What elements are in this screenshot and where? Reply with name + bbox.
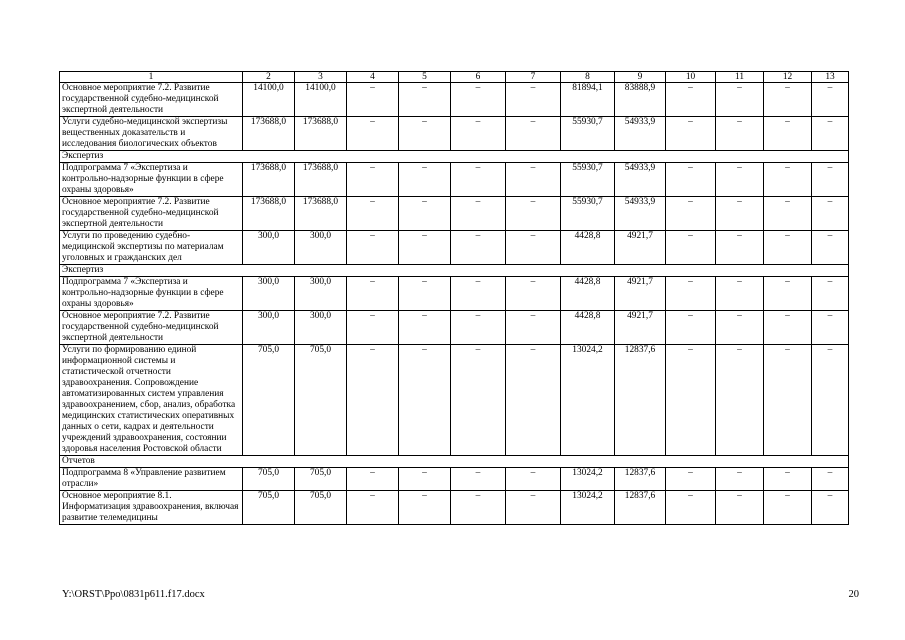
value-cell: 300,0 xyxy=(243,231,295,265)
table-row xyxy=(60,468,849,491)
value-cell: – xyxy=(764,468,812,491)
value-cell: – xyxy=(812,491,849,525)
table-row xyxy=(60,197,849,231)
value-cell: – xyxy=(506,311,561,345)
column-number-cell: 4 xyxy=(347,72,399,83)
value-cell: 13024,2 xyxy=(561,468,615,491)
value-cell: 173688,0 xyxy=(295,163,347,197)
page-number: 20 xyxy=(848,589,859,600)
value-cell: 173688,0 xyxy=(243,163,295,197)
value-cell: 173688,0 xyxy=(243,117,295,151)
value-cell: – xyxy=(399,197,451,231)
value-cell: 300,0 xyxy=(243,311,295,345)
value-cell: 705,0 xyxy=(243,468,295,491)
table-row xyxy=(60,231,849,265)
value-cell: 4921,7 xyxy=(615,277,666,311)
unit-cell: Экспертиз xyxy=(60,265,849,277)
value-cell: – xyxy=(347,277,399,311)
row-description-cell: Подпрограмма 8 «Управление развитием отрасли» xyxy=(60,468,243,491)
value-cell: 705,0 xyxy=(295,491,347,525)
value-cell: – xyxy=(399,345,451,456)
value-cell: – xyxy=(716,345,764,456)
value-cell: 4428,8 xyxy=(561,277,615,311)
value-cell: – xyxy=(716,277,764,311)
value-cell: – xyxy=(812,117,849,151)
value-cell: – xyxy=(764,117,812,151)
table-row xyxy=(60,345,849,456)
row-description-cell: Услуги по проведению судебно-медицинской экспертизы по материалам уголовных и гражданских дел xyxy=(60,231,243,265)
value-cell: 14100,0 xyxy=(243,83,295,117)
value-cell: – xyxy=(716,197,764,231)
row-description-cell: Услуги судебно-медицинской экспертизы вещественных доказательств и исследования биологических объектов xyxy=(60,117,243,151)
value-cell: – xyxy=(666,83,716,117)
value-cell: – xyxy=(666,117,716,151)
value-cell: – xyxy=(716,311,764,345)
column-number-cell: 6 xyxy=(451,72,506,83)
value-cell: – xyxy=(812,311,849,345)
value-cell: 300,0 xyxy=(295,231,347,265)
value-cell: – xyxy=(347,197,399,231)
value-cell: 83888,9 xyxy=(615,83,666,117)
value-cell: 54933,9 xyxy=(615,163,666,197)
value-cell: 4921,7 xyxy=(615,231,666,265)
value-cell: 54933,9 xyxy=(615,197,666,231)
value-cell: – xyxy=(347,311,399,345)
value-cell: – xyxy=(347,83,399,117)
value-cell: – xyxy=(347,491,399,525)
value-cell: – xyxy=(506,117,561,151)
value-cell: – xyxy=(451,311,506,345)
value-cell: – xyxy=(506,197,561,231)
value-cell: 54933,9 xyxy=(615,117,666,151)
value-cell: – xyxy=(764,311,812,345)
value-cell: 705,0 xyxy=(243,345,295,456)
value-cell: – xyxy=(764,83,812,117)
value-cell: 55930,7 xyxy=(561,197,615,231)
value-cell: – xyxy=(812,468,849,491)
table-row xyxy=(60,163,849,197)
value-cell: – xyxy=(399,468,451,491)
value-cell: 4428,8 xyxy=(561,231,615,265)
value-cell: – xyxy=(666,163,716,197)
unit-cell: Экспертиз xyxy=(60,151,849,163)
row-description-cell: Подпрограмма 7 «Экспертиза и контрольно-надзорные функции в сфере охраны здоровья» xyxy=(60,277,243,311)
row-description-cell: Подпрограмма 7 «Экспертиза и контрольно-надзорные функции в сфере охраны здоровья» xyxy=(60,163,243,197)
value-cell: 4921,7 xyxy=(615,311,666,345)
value-cell: – xyxy=(764,197,812,231)
row-description-cell: Услуги по формированию единой информационной системы и статистической отчетности здравоохранения. Сопровождение автоматизированных систем управления здравоохранением, сбор, анализ, обработка медицинских статистических оперативных данных о сети, кадрах и деятельности учреждений здравоохранения, состоянии здоровья населения Ростовской области xyxy=(60,345,243,456)
column-number-cell: 10 xyxy=(666,72,716,83)
column-number-cell: 12 xyxy=(764,72,812,83)
value-cell: 300,0 xyxy=(295,277,347,311)
row-description-cell: Основное мероприятие 7.2. Развитие государственной судебно-медицинской экспертной деятельности xyxy=(60,197,243,231)
value-cell: – xyxy=(666,197,716,231)
value-cell: – xyxy=(812,163,849,197)
value-cell: – xyxy=(347,468,399,491)
row-description-cell: Основное мероприятие 8.1. Информатизация здравоохранения, включая развитие телемедицины xyxy=(60,491,243,525)
value-cell: – xyxy=(666,491,716,525)
value-cell: 55930,7 xyxy=(561,117,615,151)
column-number-cell: 2 xyxy=(243,72,295,83)
value-cell: 12837,6 xyxy=(615,491,666,525)
table-row xyxy=(60,491,849,525)
value-cell: – xyxy=(451,83,506,117)
value-cell: – xyxy=(451,345,506,456)
value-cell: 705,0 xyxy=(243,491,295,525)
value-cell: – xyxy=(506,83,561,117)
value-cell: 14100,0 xyxy=(295,83,347,117)
value-cell: – xyxy=(812,345,849,456)
value-cell: – xyxy=(764,345,812,456)
value-cell: – xyxy=(716,491,764,525)
value-cell: – xyxy=(716,468,764,491)
value-cell: 12837,6 xyxy=(615,468,666,491)
value-cell: 13024,2 xyxy=(561,345,615,456)
row-description-cell: Основное мероприятие 7.2. Развитие государственной судебно-медицинской экспертной деятельности xyxy=(60,83,243,117)
value-cell: – xyxy=(347,117,399,151)
value-cell: 300,0 xyxy=(243,277,295,311)
value-cell: 12837,6 xyxy=(615,345,666,456)
value-cell: 300,0 xyxy=(295,311,347,345)
column-number-cell: 1 xyxy=(60,72,243,83)
value-cell: – xyxy=(716,163,764,197)
value-cell: – xyxy=(399,117,451,151)
footer-file-path: Y:\ORST\Ppo\0831p611.f17.docx xyxy=(62,589,205,600)
budget-table xyxy=(59,71,849,525)
value-cell: – xyxy=(451,491,506,525)
table-row xyxy=(60,117,849,151)
value-cell: – xyxy=(812,277,849,311)
value-cell: – xyxy=(399,311,451,345)
value-cell: 173688,0 xyxy=(295,117,347,151)
value-cell: – xyxy=(451,117,506,151)
value-cell: – xyxy=(399,163,451,197)
value-cell: – xyxy=(451,163,506,197)
value-cell: – xyxy=(812,231,849,265)
column-number-cell: 8 xyxy=(561,72,615,83)
value-cell: – xyxy=(347,345,399,456)
value-cell: – xyxy=(764,277,812,311)
value-cell: 173688,0 xyxy=(295,197,347,231)
value-cell: 13024,2 xyxy=(561,491,615,525)
value-cell: – xyxy=(506,231,561,265)
value-cell: 705,0 xyxy=(295,468,347,491)
column-number-cell: 9 xyxy=(615,72,666,83)
value-cell: – xyxy=(347,163,399,197)
value-cell: – xyxy=(716,117,764,151)
unit-row xyxy=(60,265,849,277)
value-cell: 81894,1 xyxy=(561,83,615,117)
value-cell: 4428,8 xyxy=(561,311,615,345)
value-cell: – xyxy=(399,277,451,311)
value-cell: – xyxy=(764,163,812,197)
value-cell: 55930,7 xyxy=(561,163,615,197)
value-cell: – xyxy=(506,345,561,456)
value-cell: – xyxy=(666,311,716,345)
unit-cell: Отчетов xyxy=(60,456,849,468)
value-cell: – xyxy=(666,345,716,456)
column-number-cell: 5 xyxy=(399,72,451,83)
unit-row xyxy=(60,456,849,468)
value-cell: – xyxy=(666,277,716,311)
value-cell: – xyxy=(451,197,506,231)
table-row xyxy=(60,83,849,117)
column-number-cell: 7 xyxy=(506,72,561,83)
value-cell: – xyxy=(506,277,561,311)
value-cell: – xyxy=(451,468,506,491)
table-row xyxy=(60,277,849,311)
value-cell: – xyxy=(716,83,764,117)
row-description-cell: Основное мероприятие 7.2. Развитие государственной судебно-медицинской экспертной деятельности xyxy=(60,311,243,345)
value-cell: 173688,0 xyxy=(243,197,295,231)
unit-row xyxy=(60,151,849,163)
value-cell: – xyxy=(666,231,716,265)
value-cell: – xyxy=(451,277,506,311)
value-cell: – xyxy=(716,231,764,265)
value-cell: – xyxy=(451,231,506,265)
value-cell: – xyxy=(506,468,561,491)
value-cell: – xyxy=(506,491,561,525)
value-cell: 705,0 xyxy=(295,345,347,456)
column-number-cell: 3 xyxy=(295,72,347,83)
table-header-row xyxy=(60,72,849,83)
column-number-cell: 11 xyxy=(716,72,764,83)
value-cell: – xyxy=(764,231,812,265)
value-cell: – xyxy=(347,231,399,265)
value-cell: – xyxy=(666,468,716,491)
value-cell: – xyxy=(399,83,451,117)
value-cell: – xyxy=(506,163,561,197)
value-cell: – xyxy=(399,491,451,525)
value-cell: – xyxy=(399,231,451,265)
table-row xyxy=(60,311,849,345)
value-cell: – xyxy=(812,83,849,117)
value-cell: – xyxy=(764,491,812,525)
column-number-cell: 13 xyxy=(812,72,849,83)
value-cell: – xyxy=(812,197,849,231)
